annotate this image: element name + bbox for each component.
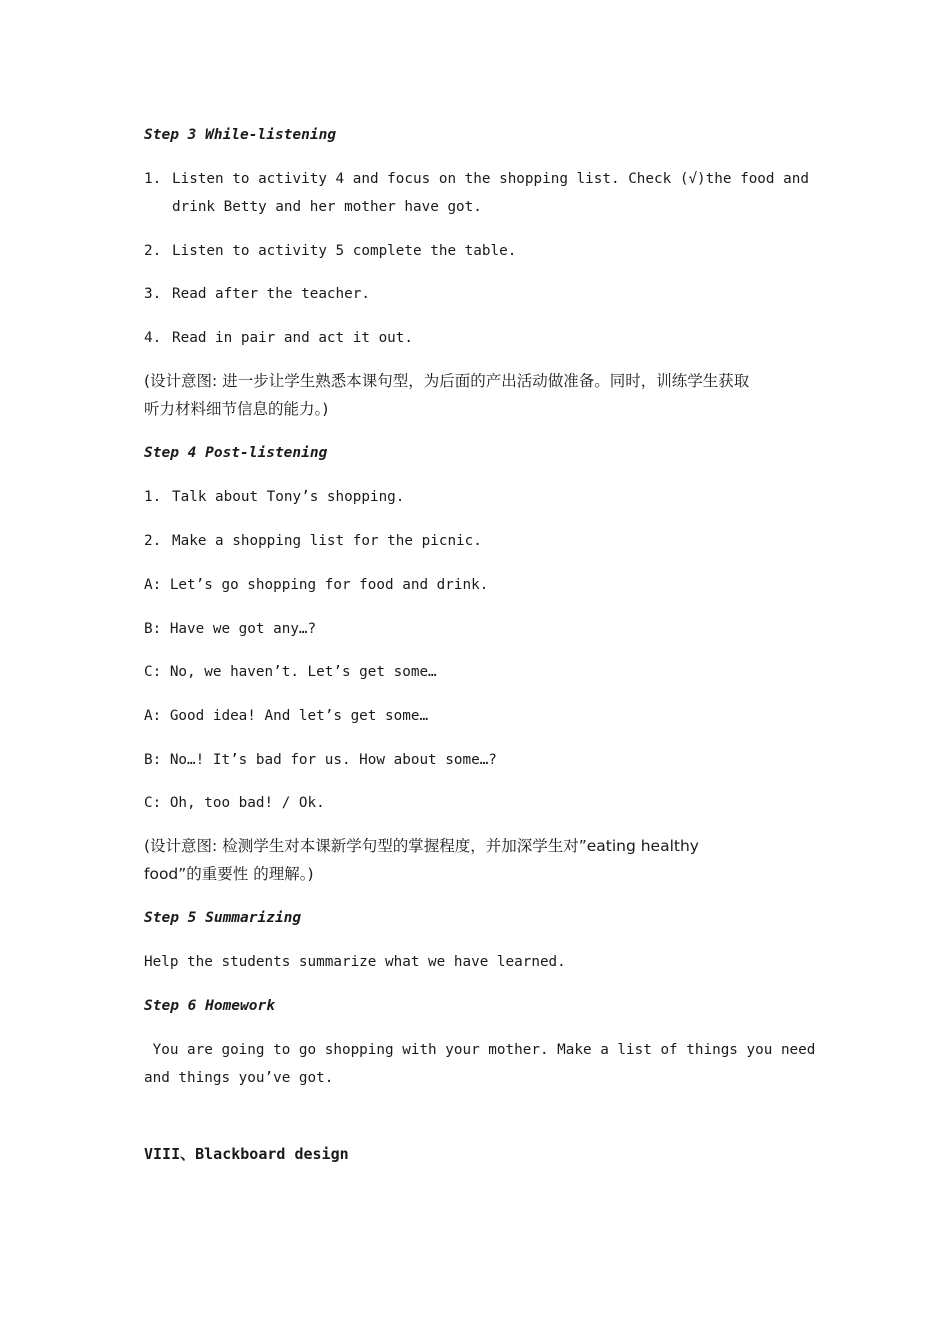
step6-heading: Step 6 Homework [144,998,275,1014]
item-text: Talk about Tony’s shopping. [172,489,405,505]
step3-design-note-continued: 听力材料细节信息的能力。) [144,400,329,418]
item-text: Listen to activity 5 complete the table. [172,243,517,259]
step4-item-2 [144,531,482,551]
dialogue-line: A: Good idea! And let’s get some… [144,708,429,724]
item-number: 1. [144,489,162,505]
item-number: 2. [144,533,162,549]
step4-heading: Step 4 Post-listening [144,445,328,461]
dialogue-line: C: Oh, too bad! / Ok. [144,795,325,811]
step6-text-continued: and things you’ve got. [144,1070,334,1086]
dialogue-line: A: Let’s go shopping for food and drink. [144,577,489,593]
item-text: Read in pair and act it out. [172,330,414,346]
item-text: Read after the teacher. [172,286,370,302]
item-number: 3. [144,286,162,302]
step3-item-1-continued: drink Betty and her mother have got. [172,199,482,215]
dialogue-line: B: No…! It’s bad for us. How about some…? [144,752,497,768]
step4-design-note: (设计意图: 检测学生对本课新学句型的掌握程度，并加深学生对”eating healthy [144,837,699,855]
step6-text: You are going to go shopping with your mother. Make a list of things you need [144,1042,816,1058]
step3-design-note: (设计意图: 进一步让学生熟悉本课句型，为后面的产出活动做准备。同时，训练学生获取 [144,372,750,390]
step4-design-note-continued: food”的重要性 的理解。) [144,865,314,883]
item-number: 1. [144,171,162,187]
item-text: Make a shopping list for the picnic. [172,533,482,549]
item-number: 2. [144,243,162,259]
item-text: Listen to activity 4 and focus on the shopping list. Check (√)the food and [172,171,809,187]
item-number: 4. [144,330,162,346]
step5-heading: Step 5 Summarizing [144,910,302,926]
section-heading-blackboard-design: VIII、Blackboard design [144,1145,349,1163]
dialogue-line: C: No, we haven’t. Let’s get some… [144,664,437,680]
step5-text: Help the students summarize what we have learned. [144,954,566,970]
step3-item-3 [144,284,370,304]
step3-item-2 [144,241,516,261]
step3-item-4 [144,328,413,348]
step3-item-1 [144,169,809,189]
step4-item-1 [144,487,404,507]
step3-heading: Step 3 While-listening [144,127,337,143]
dialogue-line: B: Have we got any…? [144,621,317,637]
